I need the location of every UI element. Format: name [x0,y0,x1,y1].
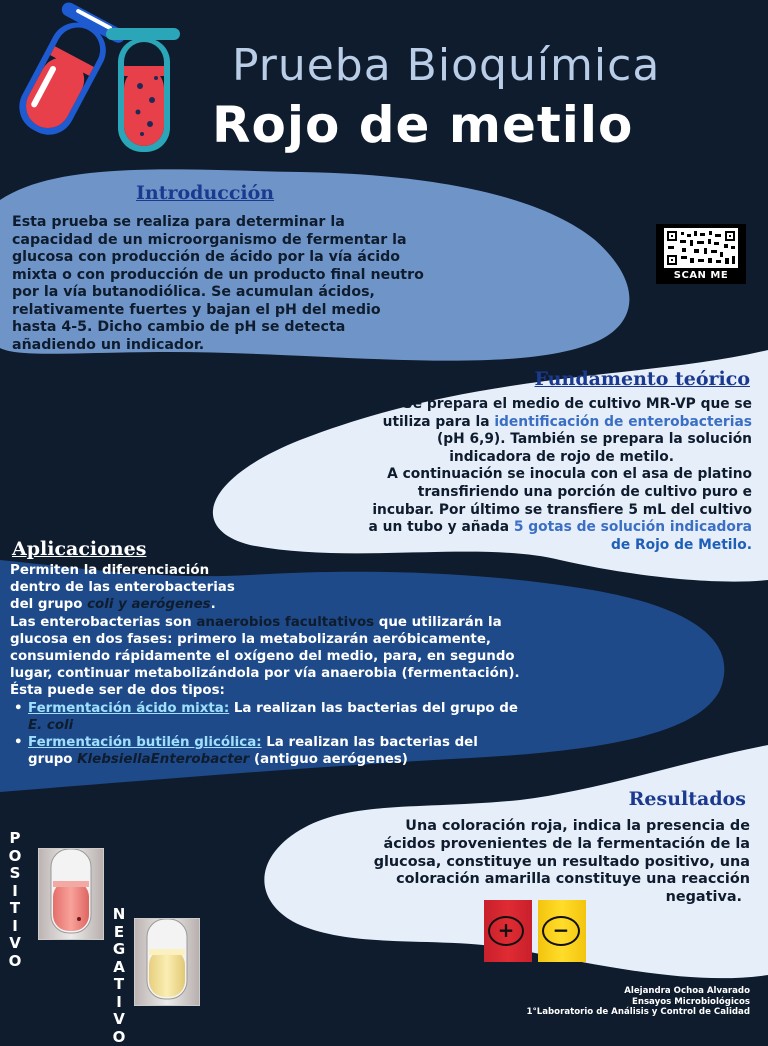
positivo-letter: I [6,883,24,901]
enterobacterias-highlight: identificación de enterobacterias [494,414,752,430]
aplicaciones-span: . [211,597,216,612]
poster-title: Rojo de metilo [212,96,633,154]
aplicaciones-line: Ésta puede ser de dos tipos: [10,682,710,699]
aplicaciones-span: La realizan las bacterias del [262,735,478,750]
intro-line: mixta o con producción de un producto final neutro [12,267,592,285]
fundamento-line: Se prepara el medio de cultivo MR-VP que se [212,396,752,414]
aplicaciones-line [10,614,710,631]
resultados-title: Resultados [629,788,746,810]
credits [526,986,750,1018]
negativo-letter: G [110,941,128,959]
positivo-letter: O [6,953,24,971]
positivo-letter: V [6,935,24,953]
intro-line: relativamente fuertes y bajan el pH del medio [12,302,592,320]
aplicaciones-line: Permiten la diferenciación [10,562,710,579]
positivo-label [6,830,24,970]
intro-line: Esta prueba se realiza para determinar la [12,214,592,232]
fundamento-line: de Rojo de Metilo. [212,537,752,555]
course-name: Ensayos Microbiológicos [526,997,750,1008]
negative-tube-photo [134,918,200,1006]
qr-code-icon[interactable] [664,228,738,268]
aplicaciones-title: Aplicaciones [12,538,146,560]
intro-line: capacidad de un microorganismo de fermentar la [12,232,592,250]
teal-tube-icon [106,28,180,152]
aplicaciones-span: grupo [28,752,77,767]
fundamento-title: Fundamento teórico [535,368,750,390]
negativo-letter: N [110,906,128,924]
fermentacion-butilen-label: Fermentación butilén glicólica: [28,735,262,750]
gotas-highlight: 5 gotas de solución indicadora [514,519,752,535]
aplicaciones-span: que utilizarán la [374,615,502,630]
aplicaciones-line [10,596,710,613]
bullet-dot-icon: • [14,700,23,717]
positivo-letter: T [6,900,24,918]
negativo-label [110,906,128,1046]
fundamento-line: transfiriendo una porción de cultivo puro e [212,484,752,502]
intro-text [12,214,592,354]
lab-name: 1°Laboratorio de Análisis y Control de Calidad [526,1007,750,1018]
bullet-item [10,700,710,734]
author-name: Alejandra Ochoa Alvarado [526,986,750,997]
aplicaciones-line: consumiendo rápidamente el oxígeno del medio, para, en segundo [10,648,710,665]
fermentacion-acido-mixta-label: Fermentación ácido mixta: [28,701,229,716]
fundamento-line: A continuación se inocula con el asa de platino [212,466,752,484]
aplicaciones-span: Las enterobacterias son [10,615,196,630]
aplicaciones-line: lugar, continuar metabolizándola por vía anaerobia (fermentación). [10,665,710,682]
resultados-line: glucosa, constituye un resultado positivo, una [250,854,750,872]
aplicaciones-span: (antiguo aerógenes) [249,752,408,767]
coli-aerogenes-highlight: coli y aerógenes [87,597,211,612]
positivo-letter: P [6,830,24,848]
fundamento-text-span: a un tubo y añada [369,519,514,535]
bullet-item [10,734,710,768]
aplicaciones-span: La realizan las bacterias del grupo de [229,701,518,716]
negativo-letter: E [110,924,128,942]
resultados-line: ácidos provenientes de la fermentación de la [250,836,750,854]
intro-line: por la vía butanodiólica. Se acumulan ácidos, [12,284,592,302]
fundamento-line: indicadora de rojo de metilo. [212,449,752,467]
positivo-letter: S [6,865,24,883]
aplicaciones-text [10,562,710,768]
negativo-letter: T [110,976,128,994]
positivo-letter: I [6,918,24,936]
intro-line: hasta 4-5. Dicho cambio de pH se detecta [12,319,592,337]
fundamento-line [212,414,752,432]
aplicaciones-line: glucosa en dos fases: primero la metabolizarán aeróbicamente, [10,631,710,648]
positivo-letter: O [6,848,24,866]
fundamento-line: (pH 6,9). También se prepara la solución [212,431,752,449]
fundamento-line: incubar. Por último se transfiere 5 mL del cultivo [212,502,752,520]
intro-title: Introducción [136,182,274,204]
fundamento-text [212,396,752,554]
negativo-letter: I [110,994,128,1012]
klebsiella-highlight: KlebsiellaEnterobacter [77,752,249,767]
scan-me-label: SCAN ME [656,268,746,284]
anaerobios-highlight: anaerobios facultativos [196,615,374,630]
aplicaciones-span: del grupo [10,597,87,612]
ecoli-highlight: E. coli [28,718,73,733]
resultados-line: Una coloración roja, indica la presencia de [250,818,750,836]
test-tubes-illustration [0,0,200,160]
negativo-letter: O [110,1029,128,1046]
poster-subtitle: Prueba Bioquímica [232,40,660,91]
negativo-letter: A [110,959,128,977]
intro-line: glucosa con producción de ácido por la vía ácido [12,249,592,267]
resultados-line: negativa. [250,889,750,907]
negativo-letter: V [110,1011,128,1029]
intro-line: añadiendo un indicador. [12,337,592,355]
resultados-text [250,818,750,907]
resultados-line: coloración amarilla constituye una reacción [250,871,750,889]
positive-tube-photo [38,848,104,940]
fundamento-line [212,519,752,537]
red-tube-icon [5,0,128,148]
plus-circle-icon: + [488,916,524,946]
minus-circle-icon: − [542,916,580,946]
fundamento-text-span: utiliza para la [383,414,495,430]
aplicaciones-line: dentro de las enterobacterias [10,579,710,596]
bullet-dot-icon: • [14,734,23,751]
